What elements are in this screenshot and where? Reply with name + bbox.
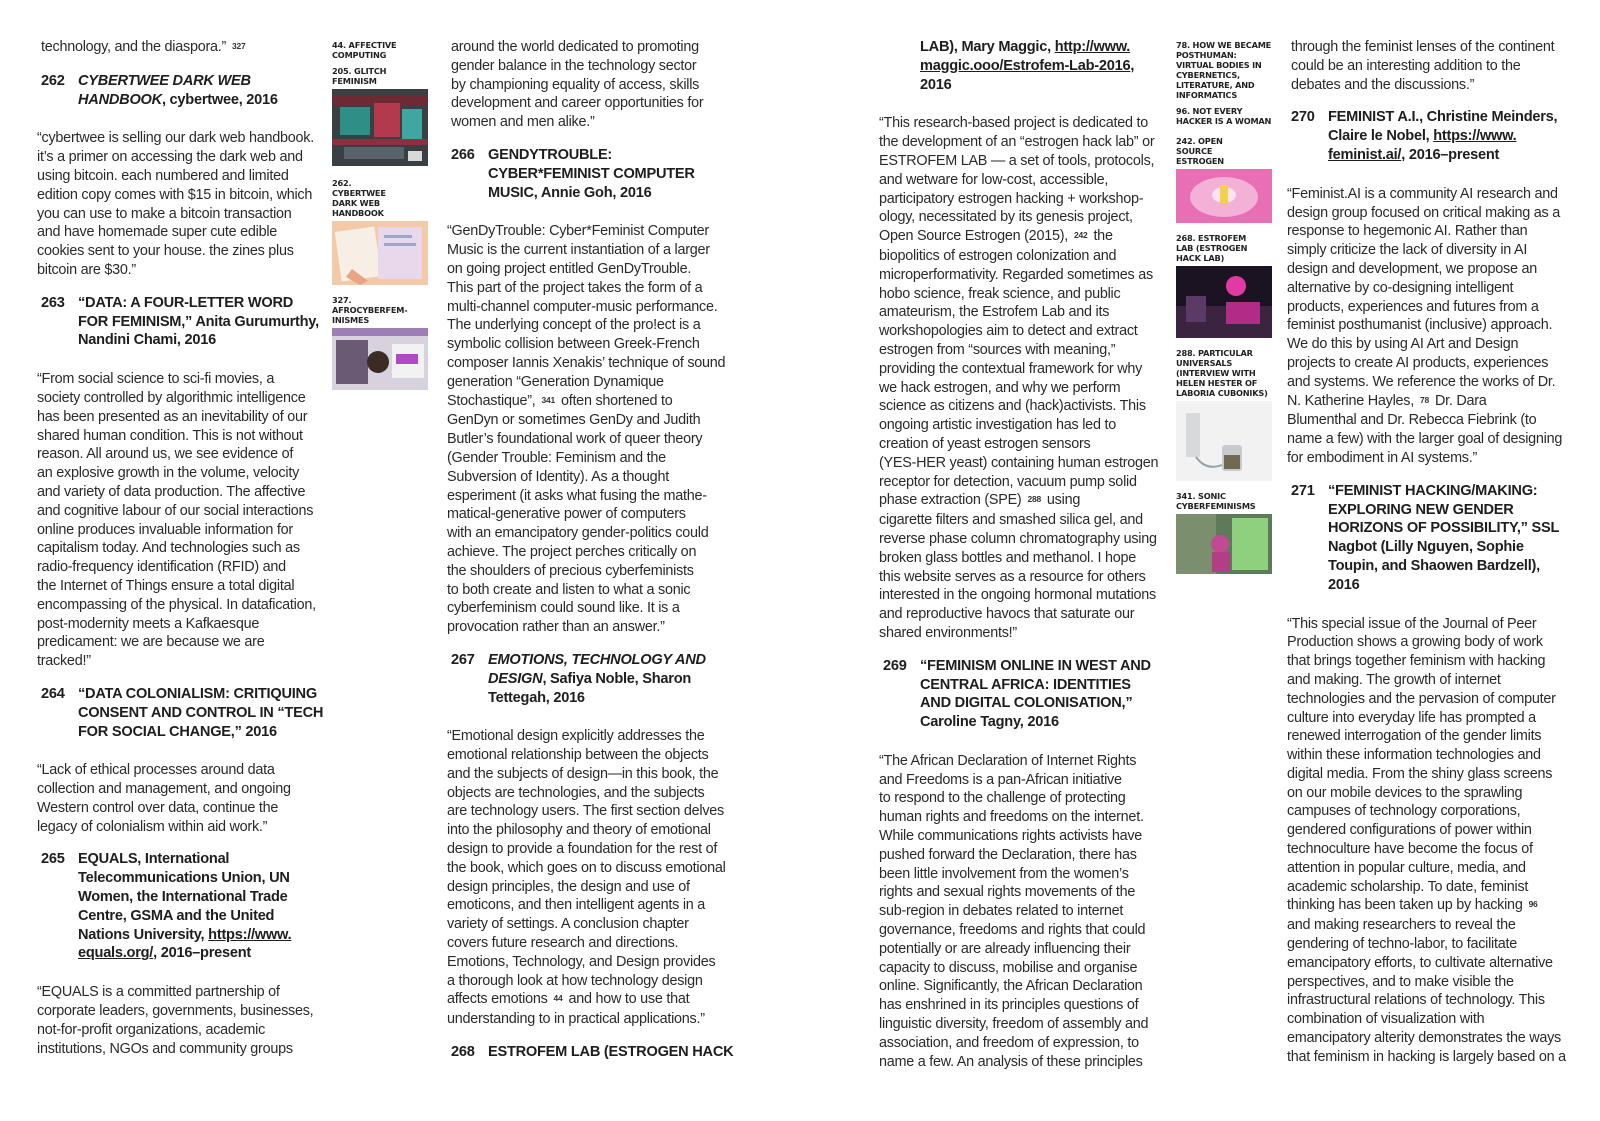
text-line: emoticons, and then intelligent agents in a [447,897,706,914]
text-line: academic scholarship. To date, feminist [1287,878,1529,895]
text-line: human rights and freedoms on the internet. [879,809,1144,826]
text-line: with an emancipatory gender-politics could [447,525,709,542]
text-line: collection and management, and ongoing [37,781,291,798]
text-line: technologies and the pervasion of computer [1287,690,1556,707]
particular-universals-thumbnail[interactable] [1176,401,1272,481]
entry-262: 262 CYBERTWEE DARK WEB HANDBOOK, cybertwee, 2016 [41,72,278,108]
text-line: gendered configurations of power within [1287,822,1532,839]
text-line: emancipatory alterity demonstrates the ways [1287,1030,1561,1047]
quote-263 [37,370,331,671]
sonic-cyberfeminisms-thumbnail[interactable] [1176,514,1272,574]
text-line: association, and freedom of expression, to [879,1034,1139,1051]
text-line: are technology users. The first section delves [447,803,724,820]
text-line: it’s a primer on accessing the dark web and [37,149,303,166]
text-line: the development of an “estrogen hack lab” or [879,134,1155,151]
text-line: GenDyn or sometimes GenDy and Judith [447,412,701,429]
text-line: symbolic collision between Greek-French [447,336,700,353]
text-line: receptor for detection, vacuum pump solid [879,473,1137,490]
footnote-ref[interactable]: 341 [541,394,555,405]
cybertwee-handbook-thumbnail[interactable] [332,221,428,285]
text-line: renewed interrogation of the gender limits [1287,728,1542,745]
text-line: design to provide a foundation for the rest of [447,841,718,858]
text-line: development and career opportunities for [451,95,704,112]
crossref-341[interactable]: 341. SONIC CYBERFEMINISMS [1176,491,1256,511]
text-line: ongoing artistic investigation has led to [879,417,1116,434]
quote-268: “This research-based project is dedicated to the development of an “estrogen hack lab” or ESTROFEM LAB — a set of tools, protocols, and wetware for low-cost, accessible, participatory estrogen hacking + workshop- ology, necessitated by its genesis project, Open Source Estrogen (2015), 242 the biopolitics of estrogen colonization and microperformativity. Regarded sometimes as hobo science, freak science, and public amateurism, the Estrofem Lab and its workshopologies aim to detect and extract estrogen from “sources with meaning,” providing the contextual framework for why we hack estrogen, and why we perform science as citizens and (hack)activists. This ongoing artistic investigation has led to creation of yeast estrogen sensors (YES-HER yeast) containing human estrogen receptor for detection, vacuum pump solid phase extraction (SPE) 288 using cigarette filters and smashed silica gel, and reverse phase column chromatography using broken glass bottles and methanol. I hope this website serves as a resource for others interested in the ongoing hormonal mutations and reproductive havocs that saturate our shared environments!” [883,114,1178,642]
footnote-ref[interactable]: 78 [1419,394,1429,405]
text-line: perspectives, and to make visible the [1287,973,1514,990]
text-line: products, experiences and futures from a [1287,298,1539,315]
equals-link-cont[interactable]: equals.org/ [78,945,154,962]
text-line: for embodiment in AI systems.” [1287,449,1478,466]
quote-264 [37,761,331,836]
text-line: feminist posthumanist (inclusive) approach. [1287,317,1553,334]
text-line: Production shows a growing body of work [1287,634,1543,651]
feminist-ai-link-cont[interactable]: feminist.ai/ [1328,146,1402,163]
crossref-262[interactable]: 262. CYBERTWEE DARK WEB HANDBOOK [332,178,386,218]
text-line: estrogen from “sources with meaning,” [879,341,1116,358]
text-line: to both create and listen to what a sonic [447,581,691,598]
text-line: The underlying concept of the pro!ect is a [447,317,701,334]
column-1 [37,38,331,1058]
equals-link[interactable]: https://www. [208,926,292,943]
text-line: design group focused on critical making as a [1287,204,1560,221]
text-line: “The African Declaration of Internet Rights [879,752,1137,769]
text-line: linguistic diversity, freedom of assembly and [879,1016,1149,1033]
text-line: design principles, the design and use of [447,878,690,895]
text-line: biopolitics of estrogen colonization and [879,247,1117,264]
text-line: generation “Generation Dynamique [447,373,664,390]
text-line: objects are technologies, and the subjects [447,784,705,801]
text-line: and making researchers to reveal the [1287,917,1516,934]
text-line: through the feminist lenses of the continent [1291,39,1555,55]
quote-269-end [1291,38,1581,94]
feminist-ai-link[interactable]: https://www. [1433,128,1517,145]
text-line: amateurism, the Estrofem Lab and its [879,304,1110,321]
quote-271: “This special issue of the Journal of Peer Production shows a growing body of work that brings together feminism with hacking and making. The growth of internet technologies and the pervasion of computer culture into everyday life has prompted a renewed interrogation of the gender limits within these information technologies and digital media. From the shiny glass screens on our mobile devices to the sprawling campuses of technology corporations, gendered configurations of power within technoculture have become the focus of attention in popular culture, media, and academic scholarship. To date, feminist thinking has been taken up by hacking 96 and making researchers to reveal the gendering of techno-labor, to facilitate emancipatory efforts, to cultivate alternative perspectives, and to make visible the infrastructural relations of technology. This combination of visualization with emancipatory alterity demonstrates the ways that feminism in hacking is largely based on a [1291,615,1581,1067]
text-line: matical-generative power of computers [447,506,686,523]
text-line: not-for-profit organizations, academic [37,1021,266,1038]
text-line: and systems. We reference the works of Dr. [1287,373,1556,390]
entry-265: 265 EQUALS, International Telecommunications Union, UN Women, the International Trade Centre, GSMA and the United Nations University, https://www. equals.org/, 2016–present [41,851,292,962]
text-line: and the subjects of design—in this book, the [447,765,719,782]
text-line: science as citizens and (hack)activists. This [879,398,1146,415]
text-line: has enshrined in its principles questions of [879,997,1139,1014]
text-line: alternative by co-designing intelligent [1287,279,1514,296]
sidebar-1 [332,40,432,390]
crossref-205[interactable]: 205. GLITCH FEMINISM [332,66,387,86]
text-line: We do this by using AI Art and Design [1287,336,1519,353]
text-line: multi-channel computer-music performance. [447,298,718,315]
text-line: predicament: we are because we are [37,634,265,651]
crossref-78[interactable]: 78. HOW WE BECAME POSTHUMAN: VIRTUAL BODIES IN CYBERNETICS, LITERATURE, AND INFORMATICS [1176,40,1272,100]
text-line: workshopologies aim to detect and extract [879,323,1138,340]
text-line: been little involvement from the women’s [879,865,1129,882]
text-line: digital media. From the shiny glass screens [1287,765,1553,782]
text-line: online produces invaluable information for [37,521,293,538]
text-line: sub-region in debates related to internet [879,903,1124,920]
text-line: “This research-based project is dedicated to [879,115,1148,132]
text-line: understanding to in practical applications.” [447,1011,705,1028]
quote-267: “Emotional design explicitly addresses the emotional relationship between the objects and the subjects of design—in this book, the objects are technologies, and the subjects are technology users. The first section delves into the philosophy and theory of emotional design to provide a foundation for the rest of the book, which goes on to discuss emotional design principles, the design and use of emoticons, and then intelligent agents in a variety of settings. A conclusion chapter covers future research and directions. Emotions, Technology, and Design provides a thorough look at how technology design affects emotions 44 and how to use that understanding to in practical applications.” [451,727,751,1029]
crossref-242[interactable]: 242. OPEN SOURCE ESTROGEN [1176,136,1224,166]
intro-end: technology, and the diaspora.” 327 [41,39,246,55]
entry-270: 270 FEMINIST A.I., Christine Meinders, Claire le Nobel, https://www. feminist.ai/, 2016–present [1291,109,1558,163]
text-line: women and men alike.” [451,114,595,131]
text-line: to respond to the challenge of protecting [879,790,1126,807]
quote-269 [879,752,1178,1072]
column-2 [447,38,751,1062]
text-line: tracked!” [37,653,91,670]
text-line: design and development, we propose an [1287,260,1537,277]
text-line: edition copy comes with $15 in bitcoin, which [37,186,313,203]
text-line: “From social science to sci-fi movies, a [37,371,275,388]
text-line: ESTROFEM LAB — a set of tools, protocols, [879,152,1155,169]
entry-269: 269 “FEMINISM ONLINE IN WEST AND CENTRAL AFRICA: IDENTITIES AND DIGITAL COLONISATION,” Caroline Tagny, 2016 [883,657,1151,731]
text-line: “Emotional design explicitly addresses the [447,728,705,745]
glitch-feminism-thumbnail[interactable] [332,89,428,166]
text-line: capacity to discuss, mobilise and organise [879,959,1138,976]
crossref-288[interactable]: 288. PARTICULAR UNIVERSALS (INTERVIEW WITH HELEN HESTER OF LABORIA CUBONIKS) [1176,348,1268,398]
text-line: could be an interesting addition to the [1291,57,1521,74]
maggic-link[interactable]: http://www. [1054,39,1131,55]
entry-267: 267 EMOTIONS, TECHNOLOGY AND DESIGN, Safiya Noble, Sharon Tettegah, 2016 [451,651,706,706]
text-line: post-modernity meets a Kafkaesque [37,615,260,632]
text-line: the shoulders of precious cyberfeminists [447,562,694,579]
quote-266: “GenDyTrouble: Cyber*Feminist Computer Music is the current instantiation of a larger on going project entitled GenDyTrouble. This part of the project takes the form of a multi-channel computer-music performance. The underlying concept of the pro!ect is a symbolic collision between Greek-French composer Iannis Xenakis’ technique of sound generation “Generation Dynamique Stochastique”, 341 often shortened to GenDyn or sometimes GenDy and Judith Butler’s foundational work of queer theory (Gender Trouble: Feminism and the Subversion of Identity). As a thought esperiment (it asks what fusing the mathe- matical-generative power of computers with an emancipatory gender-politics could achieve. The project perches critically on the shoulders of precious cyberfeminists to both create and listen to what a sonic cyberfeminism could sound like. It is a provocation rather than an answer.” [451,222,751,637]
text-line: and have homemade super cute edible [37,224,278,241]
text-line: provocation rather than an answer.” [447,619,665,636]
text-line: simply criticize the lack of diversity in AI [1287,242,1528,259]
text-line: and Freedoms is a pan-African initiative [879,771,1122,788]
text-line: within these information technologies and [1287,747,1541,764]
text-line: around the world dedicated to promoting [451,39,699,55]
text-line: has been presented as an inevitability of our [37,408,308,425]
text-line: into the philosophy and theory of emotional [447,822,711,839]
text-line: While communications rights activists have [879,828,1143,845]
entry-264: 264 “DATA COLONIALISM: CRITIQUING CONSENT AND CONTROL IN “TECH FOR SOCIAL CHANGE,” 2016 [41,685,324,740]
text-line: potentially or are already influencing their [879,940,1131,957]
column-4 [1287,38,1581,1067]
text-line: interested in the ongoing hormonal mutations [879,587,1156,604]
text-line: ology, necessitated by its genesis project, [879,209,1133,226]
text-line: institutions, NGOs and community groups [37,1040,293,1057]
text-line: esperiment (it asks what fusing the mathe- [447,487,707,504]
text-line: we hack estrogen, and why we perform [879,379,1121,396]
text-line: shared environments!” [879,624,1017,641]
text-line: a thorough look at how technology design [447,972,703,989]
text-line: encompassing of the physical. In datafication, [37,596,316,613]
text-line: “cybertwee is selling our dark web handbook. [37,130,314,147]
text-line: cigarette filters and smashed silica gel, and [879,512,1143,529]
text-line: radio-frequency identification (RFID) and [37,559,286,576]
text-line: and cognitive labour of our social interactions [37,502,314,519]
text-line: emotional relationship between the objects [447,747,709,764]
crossref-44[interactable]: 44. AFFECTIVE COMPUTING [332,40,397,60]
text-line: creation of yeast estrogen sensors [879,435,1091,452]
text-line: achieve. The project perches critically on [447,543,697,560]
text-line: and reproductive havocs that saturate our [879,606,1135,623]
text-line: name a few. An analysis of these principles [879,1053,1143,1070]
text-line: online. Significantly, the African Declaration [879,978,1143,995]
text-line: the book, which goes on to discuss emotional [447,859,726,876]
text-line: gendering of techno-labor, to facilitate [1287,936,1518,953]
text-line: debates and the discussions.” [1291,76,1475,93]
quote-265-end [451,38,751,132]
footnote-ref[interactable]: 44 [553,993,563,1004]
text-line: emancipatory efforts, to cultivate alternative [1287,954,1553,971]
text-line: Western control over data, continue the [37,799,279,816]
text-line: response to hegemonic AI. Rather than [1287,223,1528,240]
text-line: This part of the project takes the form of a [447,279,703,296]
text-line: cookies sent to your house. the zines plus [37,243,294,260]
quote-270: “Feminist.AI is a community AI research and design group focused on critical making as a response to hegemonic AI. Rather than simply criticize the lack of diversity in AI design and development, we propose an alternative by co-designing intelligent products, experiences and futures from a feminist posthumanist (inclusive) approach. We do this by using AI Art and Design projects to create AI products, experiences and systems. We reference the works of Dr. N. Katherine Hayles, 78 Dr. Dara Blumenthal and Dr. Rebecca Fiebrink (to name a few) with the larger goal of designing for embodiment in AI systems.” [1291,185,1581,468]
text-line: variety of settings. A conclusion chapter [447,916,689,933]
entry-268-start: 268 ESTROFEM LAB (ESTROGEN HACK [451,1044,734,1061]
text-line: reason. All around us, we see evidence of [37,446,294,463]
text-line: composer Iannis Xenakis’ technique of sound [447,354,726,371]
text-line: “EQUALS is a committed partnership of [37,984,280,1001]
text-line: (Gender Trouble: Feminism and the [447,449,666,466]
footnote-ref[interactable]: 242 [1074,230,1088,241]
text-line: that brings together feminism with hacking [1287,653,1546,670]
text-line: society controlled by algorithmic intelligence [37,389,306,406]
text-line: Butler’s foundational work of queer theory [447,431,703,448]
text-line: by championing equality of access, skills [451,76,700,93]
text-line: participatory estrogen hacking + workshop- [879,190,1144,207]
text-line: combination of visualization with [1287,1011,1485,1028]
text-line: attention in popular culture, media, and [1287,859,1526,876]
text-line: covers future research and directions. [447,935,679,952]
text-line: governance, freedoms and rights that could [879,922,1146,939]
entry-268-cont: LAB), Mary Maggic, http://www. maggic.ooo/Estrofem-Lab-2016, 2016 [920,39,1135,93]
text-line: (YES-HER yeast) containing human estrogen [879,454,1159,471]
open-source-estrogen-thumbnail[interactable] [1176,169,1272,223]
quote-262 [37,129,331,279]
text-line: that feminism in hacking is largely based on a [1287,1048,1566,1065]
text-line: broken glass bottles and methanol. I hope [879,549,1136,566]
text-line: this website serves as a resource for others [879,568,1146,585]
text-line: cyberfeminism could sound like. It is a [447,600,680,617]
text-line: microperformativity. Regarded sometimes as [879,266,1153,283]
afrocyberfeminismes-thumbnail[interactable] [332,328,428,390]
text-line: “This special issue of the Journal of Peer [1287,615,1537,632]
footnote-ref[interactable]: 288 [1027,494,1041,505]
text-line: culture into everyday life has prompted a [1287,709,1536,726]
text-line: capitalism today. And technologies such as [37,540,300,557]
text-line: Music is the current instantiation of a larger [447,242,710,259]
text-line: “Lack of ethical processes around data [37,762,275,779]
text-line: “Feminist.AI is a community AI research and [1287,185,1558,202]
text-line: the Internet of Things ensure a total digital [37,577,295,594]
text-line: gender balance in the technology sector [451,57,697,74]
text-line: using bitcoin. each numbered and limited [37,167,289,184]
text-line: legacy of colonialism within aid work.” [37,818,268,835]
text-line: you can use to make a bitcoin transaction [37,205,292,222]
text-line: Subversion of Identity). As a thought [447,468,669,485]
text-line: on our mobile devices to the sprawling [1287,784,1523,801]
crossref-268[interactable]: 268. ESTROFEM LAB (ESTROGEN HACK LAB) [1176,233,1248,263]
text-line: “GenDyTrouble: Cyber*Feminist Computer [447,223,709,240]
text-line: name a few) with the larger goal of designing [1287,431,1563,448]
text-line: bitcoin are $30.” [37,261,136,278]
footnote-ref[interactable]: 327 [232,41,246,51]
entry-266: 266 GENDYTROUBLE: CYBER*FEMINIST COMPUTER MUSIC, Annie Goh, 2016 [451,146,695,201]
sidebar-2 [1176,40,1276,574]
text-line: projects to create AI products, experiences [1287,354,1549,371]
crossref-327[interactable]: 327. AFROCYBERFEM-INISMES [332,295,408,325]
quote-265 [37,983,331,1058]
text-line: reverse phase column chromatography using [879,530,1157,547]
text-line: Emotions, Technology, and Design provides [447,953,716,970]
text-line: corporate leaders, governments, businesses, [37,1003,314,1020]
text-line: and making. The growth of internet [1287,671,1501,688]
text-line: and wetware for low-cost, accessible, [879,171,1109,188]
column-3 [879,38,1178,1071]
text-line: infrastructural relations of technology. This [1287,992,1545,1009]
text-line: campuses of technology corporations, [1287,803,1521,820]
text-line: Blumenthal and Dr. Rebecca Fiebrink (to [1287,412,1537,429]
entry-271: 271 “FEMINIST HACKING/MAKING: EXPLORING NEW GENDER HORIZONS OF POSSIBILITY,” SSL Nagbot (Lilly Nguyen, Sophie Toupin, and Shaowen Bardzell), 2016 [1291,482,1560,593]
footnote-ref[interactable]: 96 [1528,899,1538,910]
text-line: rights and sexual rights movements of the [879,884,1136,901]
text-line: on going project entitled GenDyTrouble. [447,260,692,277]
text-line: providing the contextual framework for why [879,360,1143,377]
text-line: and variety of data production. The affective [37,483,306,500]
text-line: pushed forward the Declaration, there has [879,846,1137,863]
text-line: an explosive growth in the volume, velocity [37,465,300,482]
maggic-link-cont[interactable]: maggic.ooo/Estrofem-Lab-2016 [920,57,1131,74]
text-line: shared human condition. This is not without [37,427,303,444]
text-line: hobo science, freak science, and public [879,285,1121,302]
text-line: technoculture have become the focus of [1287,841,1533,858]
entry-263: 263 “DATA: A FOUR-LETTER WORD FOR FEMINISM,” Anita Gurumurthy, Nandini Chami, 2016 [41,294,319,349]
estrofem-lab-thumbnail[interactable] [1176,266,1272,338]
crossref-96[interactable]: 96. NOT EVERY HACKER IS A WOMAN [1176,106,1272,126]
